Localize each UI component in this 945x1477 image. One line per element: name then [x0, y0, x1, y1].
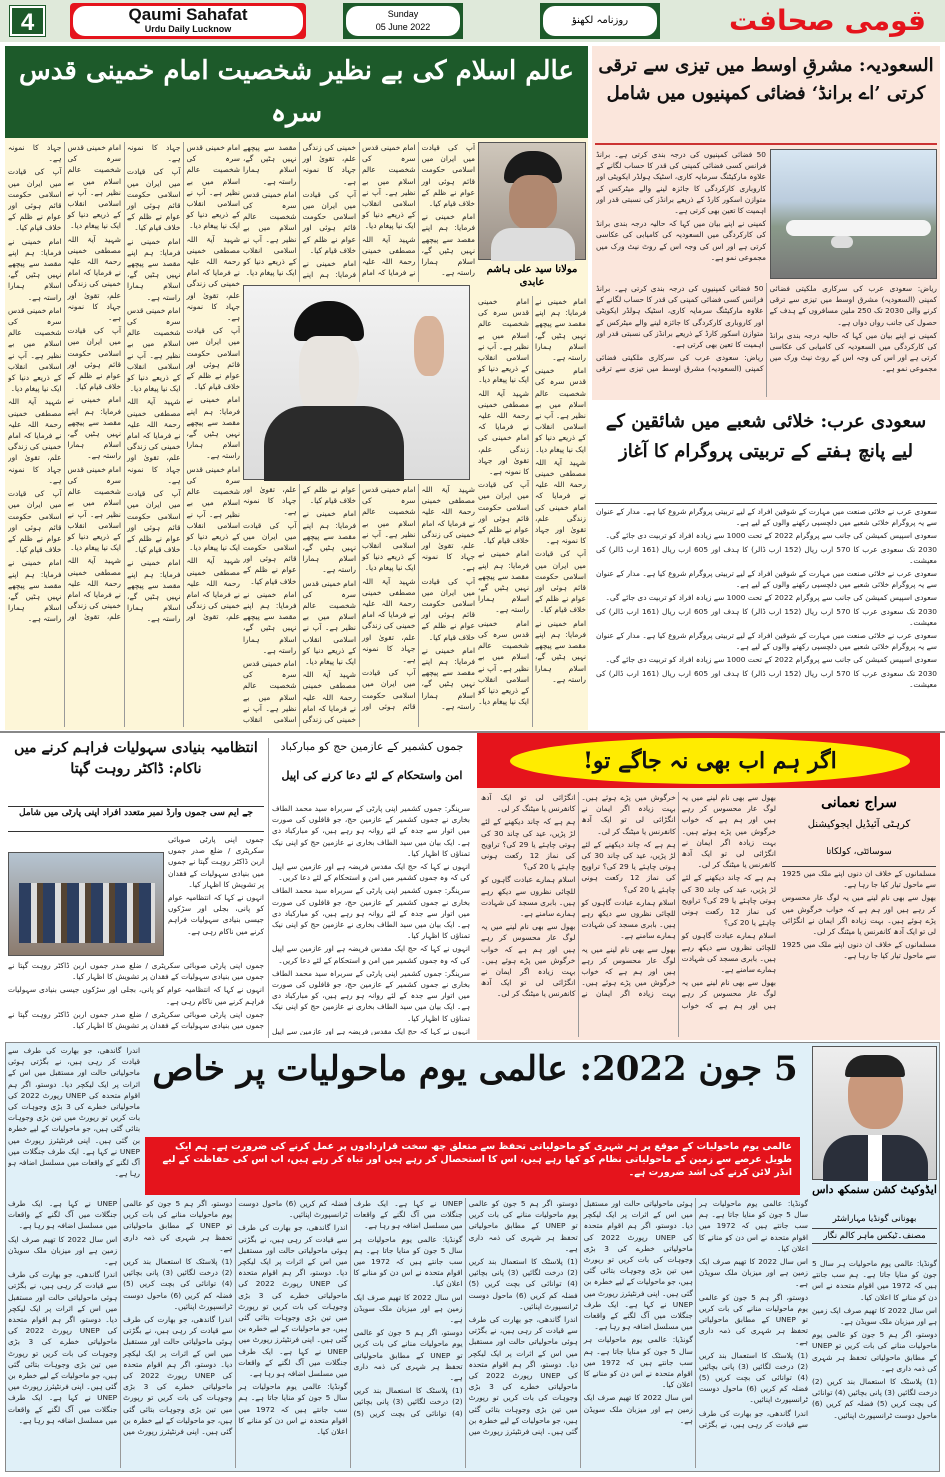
paragraph: امام خمینی نے فرمایا: ہم اپنے مقصد سے پیچھے نہیں ہٹیں گے، اسلام ہمارا راستہ ہے۔ [243, 143, 356, 280]
date-box [343, 3, 463, 39]
awake-author: سراج نعمانی [821, 795, 897, 811]
paragraph: آپ کی قیادت میں ایران میں اسلامی حکومت قائم ہوئی اور عوام نے ظلم کے خلاف قیام کیا۔ [127, 489, 181, 555]
rozname-box [540, 3, 660, 39]
paragraph: امام خمینی قدس سرہ کی شخصیت عالم اسلام میں بے نظیر ہے۔ آپ نے اسلامی انقلاب کے ذریعے دنیا کو ایک نیا پیغام دیا۔ [302, 578, 356, 667]
brand-subtitle: Urdu Daily Lucknow [144, 24, 232, 34]
paragraph: اسلام ہمارے عبادت گاہوں کو للچائی نظروں سے دیکھ رہے ہیں۔ بابری مسجد کی شہادت ہمارے سامنے ہے۔ [481, 875, 576, 919]
environment-body-right [812, 1258, 937, 1468]
rozname-label: روزنامہ لکھنؤ [543, 6, 657, 36]
main-headline: عالم اسلام کی بے نظیر شخصیت امام خمینی قدس سرہ [5, 46, 588, 138]
paragraph: شہید آیۃ اللہ مصطفی خمینی رحمۃ اللہ علیہ نے فرمایا کہ امام خمینی کی زندگی علم، تقویٰ اور جہاد کا نمونہ ہے۔ [8, 397, 62, 485]
paragraph: سعودی عرب نے خلائی صنعت میں مہارت کے شوقین افراد کے لیے تربیتی پروگرام شروع کیا ہے۔ مدار کے عنوان سے یہ پروگرام خلائی شعبے میں دلچسپی رکھنے والوں کے لیے ہے۔ [596, 569, 937, 590]
saudi-body-top [596, 149, 766, 281]
paragraph: امام خمینی نے فرمایا: ہم اپنے مقصد سے پیچھے نہیں ہٹیں گے، اسلام ہمارا راستہ ہے۔ [67, 395, 121, 461]
environment-headline: 5 جون 2022: عالمی یوم ماحولیات پر خاص [152, 1049, 798, 1089]
paragraph: آپ کی قیادت میں ایران میں اسلامی حکومت قائم ہوئی اور عوام نے ظلم کے خلاف قیام کیا۔ [421, 143, 475, 209]
paragraph: کمپنی نے اپنے بیان میں کہا کہ حالیہ درجہ بندی برانڈ کی کارکردگی میں السعودیہ کی کامیابی کی عکاسی کرتی ہے اور اس کی وجہ اس کے روٹ نیٹ ورک میں مجموعی نمو ہے۔ [596, 219, 766, 262]
paragraph: امام خمینی قدس سرہ کی شخصیت عالم اسلام میں بے نظیر ہے۔ آپ نے اسلامی انقلاب کے ذریعے دنیا کو ایک نیا پیغام دیا۔ [67, 464, 121, 553]
paragraph: شہید آیۃ اللہ مصطفی خمینی رحمۃ اللہ علیہ نے فرمایا کہ امام خمینی کی زندگی علم، تقویٰ اور جہاد کا نمونہ ہے۔ [127, 397, 181, 485]
columnist-photo [812, 1046, 937, 1180]
paragraph: شہید آیۃ اللہ مصطفی خمینی رحمۃ اللہ علیہ نے فرمایا کہ امام خمینی کی زندگی علم، تقویٰ اور جہاد کا نمونہ ہے۔ [478, 388, 529, 477]
divider [782, 866, 936, 867]
awake-body [481, 792, 776, 1037]
paragraph: امام خمینی قدس سرہ کی شخصیت عالم اسلام میں بے نظیر ہے۔ آپ نے اسلامی انقلاب کے ذریعے دنیا کو ایک نیا پیغام دیا۔ [362, 485, 416, 573]
kashmir-headline-2: امن واستحکام کے لئے دعا کرنے کی اپیل [281, 769, 463, 782]
paragraph: اندرا گاندھی، جو بھارت کی طرف سے قیادت کر رہی ہیں، نے بگڑتی ہوئی ماحولیاتی حالت اور مستقبل میں اس کے اثرات پر ایک لیکچر دیا۔ دوستو، اگر ہم اقوام متحدہ کی UNEP رپورٹ 2022 کی ماحولیاتی خطرے کی 3 بڑی وجوہات کی بات کریں تو رپورٹ میں تین بڑی وجوہات بتائی گئی ہیں، جو ماحولیات کے لیے خطرہ بن گئی ہیں۔ اپنی فرنٹیئرز رپورٹ میں UNEP نے کہا ہے۔ ایک طرف جنگلات میں آگ لگنے کے واقعات میں مسلسل اضافہ ہو رہا ہے۔ [8, 1199, 233, 1437]
paragraph: بھول سے بھی نام لینے میں یہ لوگ عار محسوس کر رہے ہیں اور ہم ہے کہ خواب خرگوش میں پڑے ہوئے ہیں۔ بہت زیادہ اگر ایمان نے انگڑائی لی تو ایک آدھ کانفرنس یا میٹنگ کر لی۔ [581, 793, 776, 1010]
awake-author-org: کرہٹی آئیڈیل ایجوکیشنل [807, 819, 911, 830]
paragraph: دوستو، اگر ہم 5 جون کو عالمی یوم ماحولیات منانے کی بات کریں تو UNEP کے مطابق ماحولیاتی تحفظ ہر شہری کی ذمہ داری ہے۔ [812, 1330, 937, 1373]
paragraph: آپ کی قیادت میں ایران میں اسلامی حکومت قائم ہوئی اور عوام نے ظلم کے خلاف قیام کیا۔ [8, 167, 62, 233]
paragraph: (1) پلاسٹک کا استعمال بند کریں (2) درخت لگائیں (3) پانی بچائیں (4) توانائی کی بچت کریں (5) فضلہ کم کریں (6) ماحول دوست ٹرانسپورٹ اپنائیں۔ [698, 1350, 808, 1405]
main-article-body-left [8, 142, 240, 727]
author-photo [478, 142, 586, 260]
urdu-logo: قومی صحافت [728, 4, 927, 37]
paragraph: گونڈیا: عالمی یوم ماحولیات ہر سال 5 جون کو منایا جاتا ہے۔ ہم سب جانتے ہیں کہ 1972 میں اقوام متحدہ نے اس دن کو منانے کا اعلان کیا۔ [353, 1234, 463, 1289]
paragraph: اندرا گاندھی، جو بھارت کی طرف سے قیادت کر رہی ہیں، نے بگڑتی ہوئی ماحولیاتی حالت اور مستقبل میں اس کے اثرات پر ایک لیکچر دیا۔ دوستو، اگر ہم اقوام متحدہ کی UNEP رپورٹ 2022 کی ماحولیاتی خطرے کی 3 بڑی وجوہات کی بات کریں تو رپورٹ میں تین بڑی وجوہات بتائی گئی ہیں، جو ماحولیات کے لیے خطرہ بن گئی ہیں۔ اپنی فرنٹیئرز رپورٹ میں UNEP نے کہا ہے۔ ایک طرف جنگلات میں آگ لگنے کے واقعات میں مسلسل اضافہ ہو رہا ہے۔ [8, 1270, 118, 1425]
date-label: 05 June 2022 [375, 22, 431, 32]
paragraph: امام خمینی قدس سرہ کی شخصیت عالم اسلام میں بے نظیر ہے۔ آپ نے اسلامی انقلاب کے ذریعے دنیا کو ایک نیا پیغام دیا۔ [8, 305, 62, 394]
paragraph: سرینگر: جموں کشمیر اپنی پارٹی کے سربراہ سید محمد الطاف بخاری نے جموں کشمیر کے عازمین حج، جو قافلوں کی صورت میں اتوار سے جدہ کے لئے روانہ ہو رہے ہیں، کو مبارکباد دی ہے۔ ایک بیان میں سید الطاف بخاری نے عازمین حج کو اپنی نیک تمناؤں کا اظہار کیا۔ [272, 886, 470, 941]
turban-shape [294, 301, 364, 341]
paragraph: انہوں نے کہا کہ انتظامیہ عوام کو پانی، بجلی اور سڑکوں جیسی بنیادی سہولیات فراہم کرنے میں ناکام رہی ہے۔ [8, 985, 264, 1006]
rohit-body-bottom [8, 960, 264, 1035]
paragraph: انہوں نے کہا کہ حج ایک مقدس فریضہ ہے اور عازمین سے اپیل کی کہ وہ جموں کشمیر میں امن و استحکام کے لئے دعا کریں۔ [272, 862, 470, 883]
page-number: 4 [10, 6, 45, 36]
paragraph: آپ کی قیادت میں ایران میں اسلامی حکومت قائم ہوئی اور عوام نے ظلم کے خلاف قیام کیا۔ [243, 520, 297, 586]
paragraph: (1) پلاسٹک کا استعمال بند کریں (2) درخت لگائیں (3) پانی بچائیں (4) توانائی کی بچت کریں (5) فضلہ کم کریں (6) ماحول دوست ٹرانسپورٹ اپنائیں۔ [238, 1199, 463, 1418]
paragraph: سعودی اسپیس کمیشن کی جانب سے پروگرام 2022 کے تحت 1000 سے زیادہ افراد کو تربیت دی جائے گی۔ [605, 531, 937, 541]
face-shape [509, 175, 557, 230]
paragraph: اس سال 2022 کا تھیم صرف ایک زمین ہے اور میزبان ملک سویڈن ہے۔ [698, 1257, 808, 1289]
paragraph: جموں اپنی پارٹی صوبائی سکریٹری / ضلع صدر جموں اربن ڈاکٹر روہت گپتا نے جموں میں بنیادی سہولیات کے فقدان پر تشویش کا اظہار کیا۔ [8, 961, 264, 982]
paragraph: شہید آیۃ اللہ مصطفی خمینی رحمۃ اللہ علیہ نے فرمایا کہ امام خمینی کی زندگی علم، تقویٰ اور جہاد کا نمونہ ہے۔ [362, 576, 416, 665]
paragraph: دوستو، اگر ہم 5 جون کو عالمی یوم ماحولیات منانے کی بات کریں تو UNEP کے مطابق ماحولیاتی تحفظ ہر شہری کی ذمہ داری ہے۔ [468, 1199, 578, 1253]
paragraph: آپ کی قیادت میں ایران میں اسلامی حکومت قائم ہوئی اور عوام نے ظلم کے خلاف قیام کیا۔ [302, 189, 356, 255]
main-article-body-top [243, 142, 475, 282]
paragraph: شہید آیۃ اللہ مصطفی خمینی رحمۃ اللہ علیہ نے فرمایا کہ امام خمینی کی زندگی علم، تقویٰ اور جہاد کا نمونہ ہے۔ [67, 234, 121, 323]
environment-body [8, 1198, 808, 1468]
paragraph: آپ کی قیادت میں ایران میں اسلامی حکومت قائم ہوئی اور عوام نے ظلم کے خلاف قیام کیا۔ [186, 326, 240, 392]
paragraph: امام خمینی قدس سرہ کی شخصیت عالم اسلام میں بے نظیر ہے۔ آپ نے اسلامی انقلاب کے ذریعے دنیا کو ایک نیا پیغام دیا۔ [362, 143, 416, 231]
paragraph: امام خمینی نے فرمایا: ہم اپنے مقصد سے پیچھے نہیں ہٹیں گے، اسلام ہمارا راستہ ہے۔ [421, 212, 475, 278]
paragraph: امام خمینی نے فرمایا: ہم اپنے مقصد سے پیچھے نہیں ہٹیں گے، اسلام ہمارا راستہ ہے۔ [8, 236, 62, 302]
paragraph: انہوں نے کہا کہ انتظامیہ عوام کو پانی، بجلی اور سڑکوں جیسی بنیادی سہولیات فراہم کرنے میں ناکام رہی ہے۔ [168, 893, 264, 936]
paragraph: مسلمانوں کے خلاف ان دنوں اپنے ملک میں 1925 سے ماحول تیار کیا جا رہا ہے۔ [782, 940, 936, 961]
paragraph: اس سال 2022 کا تھیم صرف ایک زمین ہے اور میزبان ملک سویڈن ہے۔ [353, 1292, 463, 1325]
paragraph: امام خمینی نے فرمایا: ہم اپنے مقصد سے پیچھے نہیں ہٹیں گے، اسلام ہمارا راستہ ہے۔ [243, 589, 297, 655]
shoulders-shape [491, 228, 575, 261]
paragraph: آپ کی قیادت میں ایران میں اسلامی حکومت قائم ہوئی اور عوام نے ظلم کے خلاف قیام کیا۔ [535, 549, 586, 615]
paragraph: شہید آیۃ اللہ مصطفی خمینی رحمۃ اللہ علیہ نے فرمایا کہ امام خمینی کی زندگی علم، تقویٰ اور جہاد کا نمونہ ہے۔ [8, 143, 121, 622]
rohit-headline: انتظامیہ بنیادی سہولیات فراہم کرنے میں ناکام: ڈاکٹر روہت گپتا [14, 740, 258, 777]
paragraph: ہم ہے کہ چاند دیکھنے کے لئے لڑ پڑیں، عید کی چاند 30 کی ہوتی چاہئے یا 29 کی؟ تراویح کی نماز 12 رکعت ہونی چاہئے یا 20 کی؟ [681, 873, 776, 928]
awake-body-right [782, 868, 936, 1036]
saudi-headline: السعودیہ: مشرقِ اوسط میں تیزی سے ترقی کرتی ’اے برانڈ‘ فضائی کمپنیوں میں شامل [598, 55, 934, 104]
paragraph: اس سال 2022 کا تھیم صرف ایک زمین ہے اور میزبان ملک سویڈن ہے۔ [8, 1234, 118, 1267]
paragraph: جموں اپنی پارٹی صوبائی سکریٹری / ضلع صدر جموں اربن ڈاکٹر روہت گپتا نے جموں میں بنیادی سہولیات کے فقدان پر تشویش کا اظہار کیا۔ [168, 835, 264, 889]
divider [8, 806, 264, 807]
paragraph: ریاض: سعودی عرب کی سرکاری ملکیتی فضائی کمپنی (السعودیہ) مشرق اوسط میں تیزی سے ترقی کرنے والی 2030 تک 250 ملین مسافروں کے ہدف کے حصول کی جانب رواں دواں ہے۔ [769, 284, 937, 327]
awake-headline: اگر ہم اب بھی نہ جاگے تو! [510, 738, 910, 784]
author-name: مولانا سید علی ہاشم عابدی [486, 264, 578, 288]
rohit-subheadline: جے ایم سی جموں وارڈ نمبر متعدد افراد اپنی پارٹی میں شامل [19, 808, 253, 818]
columnist-name: ایڈوکیٹ کشن سنمکھ داس [812, 1183, 937, 1196]
environment-left-column [8, 1045, 140, 1195]
paragraph: (1) پلاسٹک کا استعمال بند کریں (2) درخت لگائیں (3) پانی بچائیں (4) توانائی کی بچت کریں (5) فضلہ کم کریں (6) ماحول دوست ٹرانسپورٹ اپنائیں۔ [468, 1257, 578, 1311]
brand-title: Qaumi Sahafat [128, 5, 248, 24]
paragraph: آپ کی قیادت میں ایران میں اسلامی حکومت قائم ہوئی اور عوام نے ظلم کے خلاف قیام کیا۔ [127, 167, 181, 233]
paragraph: امام خمینی نے فرمایا: ہم اپنے مقصد سے پیچھے نہیں ہٹیں گے، اسلام ہمارا راستہ ہے۔ [535, 618, 586, 684]
paragraph: شہید آیۃ اللہ مصطفی خمینی رحمۃ اللہ علیہ نے فرمایا کہ امام خمینی کی زندگی علم، تقویٰ اور جہاد کا نمونہ ہے۔ [243, 485, 356, 725]
paragraph: (1) پلاسٹک کا استعمال بند کریں (2) درخت لگائیں (3) پانی بچائیں (4) توانائی کی بچت کریں (5) فضلہ کم کریں (6) ماحول دوست ٹرانسپورٹ اپنائیں۔ [123, 1257, 233, 1311]
paragraph: کمپنی نے اپنے بیان میں کہا کہ حالیہ درجہ بندی برانڈ کی کارکردگی میں السعودیہ کی کامیابی کی عکاسی کرتی ہے اور اس کی وجہ اس کے روٹ نیٹ ورک میں مجموعی نمو ہے۔ [769, 330, 937, 374]
paragraph: گونڈیا: عالمی یوم ماحولیات ہر سال 5 جون کو منایا جاتا ہے۔ ہم سب جانتے ہیں کہ 1972 میں اقوام متحدہ نے اس دن کو منانے کا اعلان کیا۔ [583, 1335, 693, 1390]
kashmir-body [272, 803, 470, 1035]
paragraph: (1) پلاسٹک کا استعمال بند کریں (2) درخت لگائیں (3) پانی بچائیں (4) توانائی کی بچت کریں (5) فضلہ کم کریں (6) ماحول دوست ٹرانسپورٹ اپنائیں۔ [812, 1377, 937, 1420]
paragraph: دوستو، اگر ہم 5 جون کو عالمی یوم ماحولیات منانے کی بات کریں تو UNEP کے مطابق ماحولیاتی تحفظ ہر شہری کی ذمہ داری ہے۔ [123, 1199, 233, 1253]
paragraph: امام خمینی قدس سرہ کی شخصیت عالم اسلام میں بے نظیر ہے۔ آپ نے اسلامی انقلاب کے ذریعے دنیا کو ایک نیا پیغام دیا۔ [478, 618, 529, 707]
rohit-body-top [168, 834, 264, 958]
saudi-body-bottom [596, 283, 937, 397]
paragraph: شہید آیۃ اللہ مصطفی خمینی رحمۃ اللہ علیہ نے فرمایا کہ امام خمینی کی زندگی علم، تقویٰ اور جہاد کا نمونہ ہے۔ [127, 143, 240, 622]
paragraph: امام خمینی نے فرمایا: ہم اپنے مقصد سے پیچھے نہیں ہٹیں گے، اسلام ہمارا راستہ ہے۔ [535, 297, 586, 363]
paragraph: 50 فضائی کمپنیوں کی درجہ بندی کرتی ہے۔ برانڈ فرانس کسی فضائی کمپنی کی قدر کا حساب لگانے کے علاوہ مارکیٹنگ سرمایہ کاری، اسٹیک ہولڈر ایکویٹی اور کاروباری کارکردگی کا جائزہ لینے والے میٹرکس کے متوازن اسکور کارڈ کے ذریعے برانڈز کی نسبتی قدر اور اہمیت کا تعین بھی کرتی ہے۔ [596, 284, 764, 350]
environment-highlight: عالمی یوم ماحولیات کے موقع پر ہر شہری کو ماحولیاتی تحفظ سے متعلق چھ سخت قراردادوں پر عمل کرنے کی ضرورت ہے۔ ہم ایک طویل عرصے سے زمین کے ماحولیاتی نظام کو کھا رہے ہیں، اس کا استحصال کر رہے ہیں اور تباہ کر رہے ہیں، اب اس کی حفاظت کے لیے انڈر لائن کرنے کی اشد ضرورت ہے۔ [145, 1137, 800, 1195]
paragraph: اسلام ہمارے عبادت گاہوں کو للچائی نظروں سے دیکھ رہے ہیں۔ بابری مسجد کی شہادت ہمارے سامنے ہے۔ [581, 897, 676, 941]
main-article-body-bottom [243, 484, 475, 727]
paragraph: گونڈیا: عالمی یوم ماحولیات ہر سال 5 جون کو منایا جاتا ہے۔ ہم سب جانتے ہیں کہ 1972 میں اقوام متحدہ نے اس دن کو منانے کا اعلان کیا۔ [812, 1259, 937, 1302]
paragraph: امام خمینی نے فرمایا: ہم اپنے مقصد سے پیچھے نہیں ہٹیں گے، اسلام ہمارا راستہ ہے۔ [478, 549, 529, 615]
divider [595, 143, 937, 145]
paragraph: آپ کی قیادت میں ایران میں اسلامی حکومت قائم ہوئی اور عوام نے ظلم کے خلاف قیام کیا۔ [67, 326, 121, 392]
paragraph: بھول سے بھی نام لینے میں یہ لوگ عار محسوس کر رہے ہیں اور ہم ہے کہ خواب خرگوش میں پڑے ہوئے ہیں۔ بہت زیادہ اگر ایمان نے انگڑائی لی تو ایک آدھ کانفرنس یا میٹنگ کر لی۔ [681, 793, 776, 870]
kashmir-headline-1: جموں کشمیر کے عازمین حج کو مبارکباد [280, 740, 464, 753]
space-headline: سعودی عرب: خلائی شعبے میں شائقین کے لیے پانچ ہفتے کے تربیتی پروگرام کا آغاز [605, 411, 927, 462]
paragraph: امام خمینی قدس سرہ کی شخصیت عالم اسلام میں بے نظیر ہے۔ آپ نے اسلامی انقلاب کے ذریعے دنیا کو ایک نیا پیغام دیا۔ [186, 464, 240, 553]
airplane-shape [786, 220, 931, 236]
group-photo [8, 852, 164, 956]
brand-box [70, 3, 306, 39]
people-shape [19, 883, 155, 943]
paragraph: اس سال 2022 کا تھیم صرف ایک زمین ہے اور میزبان ملک سویڈن ہے۔ [812, 1305, 937, 1327]
paragraph: ریاض: سعودی عرب کی سرکاری ملکیتی فضائی کمپنی (السعودیہ) مشرق اوسط میں تیزی سے ترقی [596, 353, 764, 374]
paragraph: امام خمینی قدس سرہ کی شخصیت عالم اسلام میں بے نظیر ہے۔ آپ نے اسلامی انقلاب کے ذریعے دنیا کو ایک نیا پیغام دیا۔ [127, 305, 181, 394]
divider [8, 831, 264, 832]
paragraph: شہید آیۃ اللہ مصطفی خمینی رحمۃ اللہ علیہ نے فرمایا کہ امام خمینی کی زندگی علم، تقویٰ اور جہاد کا نمونہ ہے۔ [186, 234, 240, 323]
shirt-shape [868, 1135, 882, 1181]
awake-author-place: سوسائٹی، کولکاتا [826, 847, 892, 857]
day-label: Sunday [387, 9, 419, 19]
paragraph: 50 فضائی کمپنیوں کی درجہ بندی کرتی ہے۔ برانڈ فرانس کسی فضائی کمپنی کی قدر کا حساب لگانے کے علاوہ مارکیٹنگ سرمایہ کاری، اسٹیک ہولڈر ایکویٹی اور کاروباری کارکردگی کا جائزہ لینے والے میٹرکس کے متوازن اسکور کارڈ کے ذریعے برانڈز کی نسبتی قدر اور اہمیت کا تعین بھی کرتی ہے۔ [596, 150, 766, 216]
paragraph: امام خمینی نے فرمایا: ہم اپنے مقصد سے پیچھے نہیں ہٹیں گے، اسلام ہمارا راستہ ہے۔ [127, 558, 181, 624]
paragraph: سعودی اسپیس کمیشن کی جانب سے پروگرام 2022 کے تحت 1000 سے زیادہ افراد کو تربیت دی جائے گی۔ [605, 593, 937, 603]
paragraph: گونڈیا: عالمی یوم ماحولیات ہر سال 5 جون کو منایا جاتا ہے۔ ہم سب جانتے ہیں کہ 1972 میں اقوام متحدہ نے اس دن کو منانے کا اعلان کیا۔ [698, 1199, 808, 1253]
paragraph: بھول سے بھی نام لینے میں یہ لوگ عار محسوس کر رہے ہیں اور ہم ہے کہ خواب خرگوش میں پڑے ہوئے ہیں۔ بہت زیادہ اگر ایمان نے انگڑائی لی تو ایک آدھ کانفرنس یا میٹنگ کر لی۔ [481, 793, 676, 999]
leader-photo [243, 285, 470, 480]
robe-shape [264, 406, 404, 481]
paragraph: سرینگر: جموں کشمیر اپنی پارٹی کے سربراہ سید محمد الطاف بخاری نے جموں کشمیر کے عازمین حج، جو قافلوں کی صورت میں اتوار سے جدہ کے لئے روانہ ہو رہے ہیں، کو مبارکباد دی ہے۔ ایک بیان میں سید الطاف بخاری نے عازمین حج کو اپنی نیک تمناؤں کا اظہار کیا۔ [272, 804, 470, 858]
paragraph: اندرا گاندھی، جو بھارت کی طرف سے قیادت کر رہی ہیں، نے بگڑتی ہوئی ماحولیاتی حالت اور مستقبل میں اس کے اثرات پر ایک لیکچر دیا۔ دوستو، اگر ہم اقوام متحدہ کی UNEP رپورٹ 2022 کی ماحولیاتی خطرے کی 3 بڑی وجوہات کی بات کریں تو رپورٹ میں تین بڑی وجوہات بتائی گئی ہیں، جو ماحولیات کے لیے خطرہ بن گئی ہیں۔ اپنی فرنٹیئرز رپورٹ میں UNEP نے کہا ہے۔ ایک طرف جنگلات میں آگ لگنے کے واقعات میں مسلسل اضافہ ہو رہا ہے۔ [353, 1199, 578, 1437]
paragraph: اسلام ہمارے عبادت گاہوں کو للچائی نظروں سے دیکھ رہے ہیں۔ بابری مسجد کی شہادت ہمارے سامنے ہے۔ [681, 931, 776, 975]
paragraph: ہم ہے کہ چاند دیکھنے کے لئے لڑ پڑیں، عید کی چاند 30 کی ہوتی چاہئے یا 29 کی؟ تراویح کی نماز 12 رکعت ہونی چاہئے یا 20 کی؟ [481, 817, 576, 872]
columnist-place: بھونانی گونڈیا مہاراشٹر [832, 1214, 917, 1224]
paragraph: آپ کی قیادت میں ایران میں اسلامی حکومت قائم ہوئی اور عوام نے ظلم کے خلاف قیام کیا۔ [478, 480, 529, 546]
space-body [596, 506, 937, 728]
paragraph: شہید آیۃ اللہ مصطفی خمینی رحمۃ اللہ علیہ نے فرمایا کہ امام خمینی کی زندگی علم، تقویٰ اور جہاد کا نمونہ ہے۔ [535, 457, 586, 546]
paragraph: اس سال 2022 کا تھیم صرف ایک زمین ہے اور میزبان ملک سویڈن ہے۔ [583, 1393, 693, 1425]
paragraph: 2030 تک سعودی عرب کا 570 ارب ریال (152 ارب ڈالر) کا ہدف اور 605 ارب ریال (161 ارب ڈالر) کی معیشت۔ [596, 668, 937, 689]
columnist-role: مصنف۔ٹیکس ماہر کالم نگار [812, 1228, 937, 1244]
paragraph: اندرا گاندھی، جو بھارت کی طرف سے قیادت کر رہی ہیں، نے بگڑتی ہوئی ماحولیاتی حالت اور مستقبل میں اس کے اثرات پر ایک لیکچر دیا۔ دوستو، اگر ہم اقوام متحدہ کی UNEP رپورٹ 2022 کی ماحولیاتی خطرے کی 3 بڑی وجوہات کی بات کریں تو رپورٹ میں تین بڑی وجوہات بتائی گئی ہیں، جو ماحولیات کے لیے خطرہ بن گئی ہیں۔ اپنی فرنٹیئرز رپورٹ میں UNEP نے کہا ہے۔ ایک طرف جنگلات میں آگ لگنے کے واقعات میں مسلسل اضافہ ہو رہا ہے۔ [8, 1046, 140, 1179]
paragraph: امام خمینی نے فرمایا: ہم اپنے مقصد سے پیچھے نہیں ہٹیں گے، اسلام ہمارا راستہ ہے۔ [186, 395, 240, 461]
paragraph: آپ کی قیادت میں ایران میں اسلامی حکومت قائم ہوئی اور عوام نے ظلم کے خلاف قیام کیا۔ [421, 576, 475, 642]
paragraph: امام خمینی قدس سرہ کی شخصیت عالم اسلام میں بے نظیر ہے۔ آپ نے اسلامی انقلاب کے ذریعے دنیا کو ایک نیا پیغام دیا۔ [243, 189, 297, 278]
paragraph: اندرا گاندھی، جو بھارت کی طرف سے قیادت کر رہی ہیں، نے بگڑتی ہوئی ماحولیاتی حالت اور مستقبل میں اس کے اثرات پر ایک لیکچر دیا۔ دوستو، اگر ہم اقوام متحدہ کی UNEP رپورٹ 2022 کی ماحولیاتی خطرے کی 3 بڑی وجوہات کی بات کریں تو رپورٹ میں تین بڑی وجوہات بتائی گئی ہیں، جو ماحولیات کے لیے خطرہ بن گئی ہیں۔ اپنی فرنٹیئرز رپورٹ میں UNEP نے کہا ہے۔ ایک طرف جنگلات میں آگ لگنے کے واقعات میں مسلسل اضافہ ہو رہا ہے۔ [238, 1223, 348, 1379]
paragraph: دوستو، اگر ہم 5 جون کو عالمی یوم ماحولیات منانے کی بات کریں تو UNEP کے مطابق ماحولیاتی تحفظ ہر شہری کی ذمہ داری ہے۔ [353, 1328, 463, 1383]
paragraph: امام خمینی نے فرمایا: ہم اپنے مقصد سے پیچھے نہیں ہٹیں گے، اسلام ہمارا راستہ ہے۔ [127, 236, 181, 302]
paragraph: بھول سے بھی نام لینے میں یہ لوگ عار محسوس کر رہے ہیں اور ہم ہے کہ خواب خرگوش میں پڑے ہوئے ہیں۔ بہت زیادہ اگر ایمان نے انگڑائی لی تو ایک آدھ کانفرنس یا میٹنگ کر لی۔ [481, 922, 576, 999]
paragraph: امام خمینی قدس سرہ کی شخصیت عالم اسلام میں بے نظیر ہے۔ آپ نے اسلامی انقلاب کے ذریعے دنیا کو ایک نیا پیغام دیا۔ [535, 366, 586, 454]
raised-hand-shape [414, 316, 444, 376]
main-article-body-right [478, 296, 586, 727]
paragraph: امام خمینی قدس سرہ کی شخصیت عالم اسلام میں بے نظیر ہے۔ آپ نے اسلامی انقلاب [243, 659, 297, 725]
paragraph: 2030 تک سعودی عرب کا 570 ارب ریال (152 ارب ڈالر) کا ہدف اور 605 ارب ریال (161 ارب ڈالر) کی معیشت۔ [596, 606, 937, 627]
paragraph: آپ کی قیادت میں ایران میں اسلامی حکومت قائم ہوئی اور عوام نے ظلم کے خلاف قیام کیا۔ [8, 489, 62, 555]
paragraph: آپ کی قیادت میں ایران میں اسلامی حکومت قائم ہوئی اور عوام نے ظلم کے خلاف قیام کیا۔ [302, 485, 416, 711]
paragraph: امام خمینی قدس سرہ کی شخصیت عالم اسلام میں بے نظیر ہے۔ آپ نے اسلامی انقلاب کے ذریعے دنیا کو ایک نیا پیغام دیا۔ [478, 297, 529, 385]
paragraph: انہوں نے کہا کہ حج ایک مقدس فریضہ ہے اور عازمین سے اپیل [272, 1026, 470, 1035]
paragraph: سعودی عرب نے خلائی صنعت میں مہارت کے شوقین افراد کے لیے تربیتی پروگرام شروع کیا ہے۔ مدار کے عنوان سے یہ پروگرام خلائی شعبے میں دلچسپی رکھنے والوں کے لیے ہے۔ [596, 631, 937, 652]
paragraph: امام خمینی نے فرمایا: ہم اپنے مقصد سے پیچھے نہیں ہٹیں گے، اسلام ہمارا راستہ ہے۔ [421, 645, 475, 711]
paragraph: گونڈیا: عالمی یوم ماحولیات ہر سال 5 جون کو منایا جاتا ہے۔ ہم سب جانتے ہیں کہ 1972 میں اقوام متحدہ نے اس دن کو منانے کا اعلان کیا۔ [238, 1382, 348, 1437]
paragraph: دوستو، اگر ہم 5 جون کو عالمی یوم ماحولیات منانے کی بات کریں تو UNEP کے مطابق ماحولیاتی تحفظ ہر شہری کی ذمہ داری ہے۔ [698, 1292, 808, 1347]
paragraph: 2030 تک سعودی عرب کا 570 ارب ریال (152 ارب ڈالر) کا ہدف اور 605 ارب ریال (161 ارب ڈالر) کی معیشت۔ [596, 544, 937, 565]
paragraph: اندرا گاندھی، جو بھارت کی طرف سے قیادت کر رہی ہیں، نے بگڑتی ہوئی ماحولیاتی حالت اور مستقبل میں اس کے اثرات پر ایک لیکچر دیا۔ دوستو، اگر ہم اقوام متحدہ کی UNEP رپورٹ 2022 کی ماحولیاتی خطرے کی 3 بڑی وجوہات کی بات کریں تو رپورٹ میں تین بڑی وجوہات بتائی گئی ہیں، جو ماحولیات کے لیے خطرہ بن گئی ہیں۔ اپنی فرنٹیئرز رپورٹ میں UNEP نے کہا ہے۔ ایک طرف جنگلات میں آگ لگنے کے واقعات میں مسلسل اضافہ ہو رہا ہے۔ [583, 1199, 808, 1429]
paragraph: امام خمینی نے فرمایا: ہم اپنے مقصد سے پیچھے نہیں ہٹیں گے، اسلام ہمارا راستہ ہے۔ [302, 509, 356, 575]
paragraph: مسلمانوں کے خلاف ان دنوں اپنے ملک میں 1925 سے ماحول تیار کیا جا رہا ہے۔ [782, 869, 936, 890]
paragraph: شہید آیۃ اللہ مصطفی خمینی رحمۃ اللہ علیہ نے فرمایا کہ امام خمینی کی زندگی علم، تقویٰ اور جہاد کا نمونہ ہے۔ [302, 143, 416, 278]
paragraph: جموں اپنی پارٹی صوبائی سکریٹری / ضلع صدر جموں اربن ڈاکٹر روہت گپتا نے جموں میں بنیادی سہولیات کے فقدان پر تشویش کا اظہار کیا۔ [8, 1009, 264, 1031]
paragraph: سعودی اسپیس کمیشن کی جانب سے پروگرام 2022 کے تحت 1000 سے زیادہ افراد کو تربیت دی جائے گی۔ [605, 655, 937, 665]
paragraph: انہوں نے کہا کہ حج ایک مقدس فریضہ ہے اور عازمین سے اپیل کی کہ وہ جموں کشمیر میں امن و استحکام کے لئے دعا کریں۔ [272, 944, 470, 965]
divider [268, 738, 269, 1038]
airplane-photo [770, 149, 937, 279]
paragraph: سرینگر: جموں کشمیر اپنی پارٹی کے سربراہ سید محمد الطاف بخاری نے جموں کشمیر کے عازمین حج، جو قافلوں کی صورت میں اتوار سے جدہ کے لئے روانہ ہو رہے ہیں، کو مبارکباد دی ہے۔ ایک بیان میں سید الطاف بخاری نے عازمین حج کو اپنی نیک تمناؤں کا اظہار کیا۔ [272, 968, 470, 1023]
paragraph: امام خمینی نے فرمایا: ہم اپنے مقصد سے پیچھے نہیں ہٹیں گے، اسلام ہمارا راستہ ہے۔ [8, 558, 62, 624]
paragraph: امام خمینی قدس سرہ کی شخصیت عالم اسلام میں بے نظیر ہے۔ آپ نے اسلامی انقلاب کے ذریعے دنیا کو ایک نیا پیغام دیا۔ [186, 143, 240, 231]
paragraph: شہید آیۃ اللہ مصطفی خمینی رحمۃ اللہ علیہ نے فرمایا کہ امام خمینی کی زندگی علم، تقویٰ اور جہاد کا نمونہ ہے۔ [421, 485, 475, 573]
divider [595, 503, 937, 504]
paragraph: بھول سے بھی نام لینے میں یہ لوگ عار محسوس کر رہے ہیں اور ہم ہے کہ خواب خرگوش میں پڑے ہوئے ہیں۔ بہت زیادہ اگر ایمان نے انگڑائی لی تو ایک آدھ کانفرنس یا میٹنگ کر لی۔ [782, 893, 936, 937]
engine-shape [831, 236, 853, 248]
paragraph: امام خمینی قدس سرہ کی شخصیت عالم اسلام میں بے نظیر ہے۔ آپ نے اسلامی انقلاب کے ذریعے دنیا کو ایک نیا پیغام دیا۔ [67, 143, 121, 231]
paragraph: سعودی عرب نے خلائی صنعت میں مہارت کے شوقین افراد کے لیے تربیتی پروگرام شروع کیا ہے۔ مدار کے عنوان سے یہ پروگرام خلائی شعبے میں دلچسپی رکھنے والوں کے لیے ہے۔ [596, 507, 937, 528]
paragraph: ہم ہے کہ چاند دیکھنے کے لئے لڑ پڑیں، عید کی چاند 30 کی ہوتی چاہئے یا 29 کی؟ تراویح کی نماز 12 رکعت ہونی چاہئے یا 20 کی؟ [581, 839, 676, 894]
hair-shape [845, 1055, 905, 1077]
